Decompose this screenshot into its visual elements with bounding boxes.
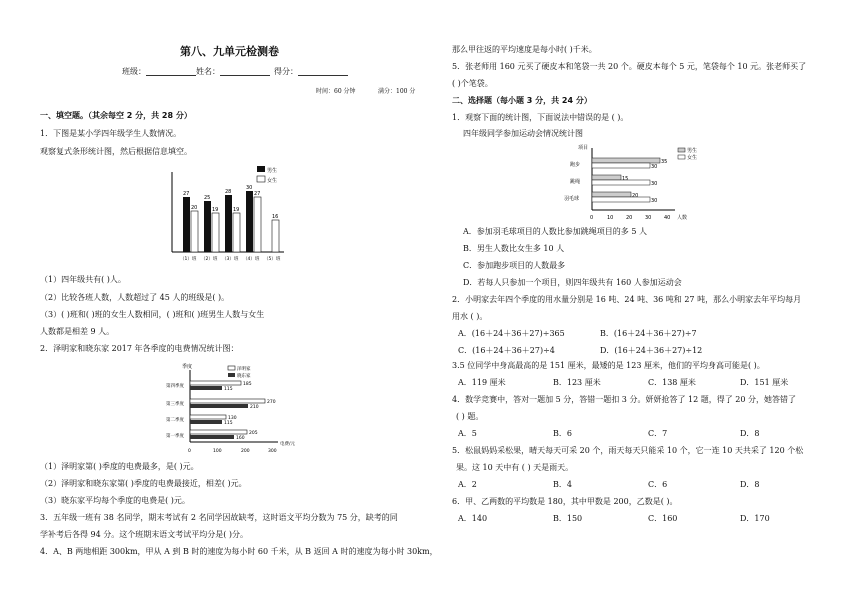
chart-x-label: 人数 <box>677 215 688 221</box>
label-boys-class1: 27 <box>183 191 190 197</box>
option-text: A．119 厘米 <box>458 378 506 387</box>
label-girls-class5: 16 <box>272 214 279 220</box>
label-xiaodong-q4: 115 <box>224 387 233 392</box>
question-text: （1）四年级共有( )人。 <box>40 275 126 284</box>
option-text: A．140 <box>458 514 488 523</box>
label-zeming-q4: 185 <box>243 382 252 387</box>
chart-x-label: 电费/元 <box>280 442 296 447</box>
question-text: 6．甲、乙两数的平均数是 180，其中甲数是 200，乙数是( )。 <box>452 497 678 506</box>
option-text: D．8 <box>740 429 760 438</box>
bar-girls-class2 <box>212 213 219 252</box>
x-tick: 30 <box>645 215 652 221</box>
label-xiaodong-q2: 115 <box>224 421 233 426</box>
option-text: A．(16＋24＋36＋27)÷365 <box>458 329 565 338</box>
label-zeming-q1: 205 <box>249 431 258 436</box>
label-boys-badminton: 20 <box>632 193 639 199</box>
label-xiaodong-q3: 210 <box>250 405 259 410</box>
bar-girls-running <box>592 163 650 168</box>
category-badminton: 羽毛球 <box>564 196 580 202</box>
label-girls-class2: 19 <box>212 207 219 213</box>
option-text: C．参加跑步项目的人数最多 <box>463 261 566 270</box>
question-text: 1．下图是某小学四年级学生人数情况。 <box>40 129 182 138</box>
label-zeming-q2: 130 <box>228 416 237 421</box>
legend-zeming-label: 泽明家 <box>237 367 251 372</box>
chart-y-label: 项目 <box>578 145 589 151</box>
option-text: B．6 <box>553 429 572 438</box>
question-text: （2）泽明家和晓东家第( )季度的电费最接近，相差( )元。 <box>40 479 247 488</box>
bar-zeming-q3 <box>190 399 265 403</box>
score-field-label: 得分： <box>274 67 348 76</box>
x-tick: 300 <box>268 449 277 454</box>
option-text: A．参加羽毛球项目的人数比参加跳绳项目的多 5 人 <box>463 227 647 236</box>
option-text: A．5 <box>458 429 477 438</box>
label-boys-class3: 28 <box>225 189 232 195</box>
x-tick: 100 <box>213 449 222 454</box>
exam-time: 时间：60 分钟 <box>316 88 356 95</box>
bar-boys-class4 <box>246 191 253 252</box>
electricity-chart <box>160 360 310 462</box>
question-text: 4．A、B 两地相距 300km，甲从 A 到 B 时的速度为每小时 60 千米，从 B 返回 A 时的速度为每小时 30km， <box>40 547 438 556</box>
bar-xiaodong-q2 <box>190 420 222 424</box>
section-1-heading: 一、填空题。（其余每空 2 分，共 28 分） <box>40 111 192 120</box>
legend-girls-label: 女生 <box>687 155 698 161</box>
question-text: 那么甲往返的平均速度是每小时( )千米。 <box>452 45 597 54</box>
bar-boys-class3 <box>225 195 232 252</box>
class-students-chart <box>152 162 292 262</box>
x-tick: 200 <box>241 449 250 454</box>
question-text: 3.5 位同学中身高最高的是 151 厘米，最矮的是 123 厘米，他们的平均身高可能是( )。 <box>452 361 765 370</box>
legend-boys-label: 男生 <box>687 148 698 154</box>
label-girls-class3: 19 <box>233 207 240 213</box>
category-running: 跑步 <box>570 162 581 168</box>
x-tick: 0 <box>590 215 594 221</box>
bar-boys-running <box>592 158 660 163</box>
question-text: 4．数学竞赛中，答对一题加 5 分，答错一题扣 3 分。妍妍抢答了 12 题，得了 20 分，她答错了 <box>452 395 796 404</box>
option-text: C．160 <box>648 514 678 523</box>
label-boys-rope: 15 <box>622 176 629 182</box>
bar-boys-class2 <box>204 201 211 252</box>
legend-girls-label: 女生 <box>267 178 278 184</box>
option-text: B．(16＋24＋36＋27)÷7 <box>600 329 697 338</box>
category-class3: （3）班 <box>222 257 239 262</box>
category-class4: （4）班 <box>243 257 260 262</box>
option-text: B．150 <box>553 514 583 523</box>
bar-zeming-q2 <box>190 415 226 419</box>
question-text: 观察复式条形统计图，然后根据信息填空。 <box>40 147 192 156</box>
bar-xiaodong-q4 <box>190 386 222 390</box>
question-text: 5．松鼠妈妈采松果，晴天每天可采 20 个，雨天每天只能采 10 个，它一连 10 天共采了 120 个松 <box>452 446 804 455</box>
option-text: B．4 <box>553 480 572 489</box>
name-field-label: 姓名： <box>196 67 270 76</box>
legend-girls-swatch <box>257 176 265 182</box>
category-q4: 第四季度 <box>166 384 184 389</box>
class-field-label: 班级： <box>122 67 196 76</box>
chart-y-label: 季度 <box>182 364 193 370</box>
bar-boys-class1 <box>183 197 190 252</box>
option-text: D．若每人只参加一个项目，则四年级共有 160 人参加运动会 <box>463 278 682 287</box>
bar-girls-class3 <box>233 213 240 252</box>
bar-xiaodong-q1 <box>190 435 234 439</box>
option-text: D．170 <box>740 514 770 523</box>
question-text: ( )个笔袋。 <box>452 79 493 88</box>
category-rope: 跳绳 <box>570 179 581 185</box>
category-q1: 第一季度 <box>166 434 184 439</box>
category-class2: （2）班 <box>201 257 218 262</box>
question-text: 用水 ( )。 <box>452 312 488 321</box>
label-boys-class2: 25 <box>204 195 211 201</box>
label-girls-running: 30 <box>651 164 658 170</box>
category-q2: 第二季度 <box>166 418 184 423</box>
category-class5: （5）班 <box>264 257 281 262</box>
option-text: C．(16＋24＋36＋27)÷4 <box>458 346 555 355</box>
option-text: B．123 厘米 <box>553 378 601 387</box>
option-text: C．7 <box>648 429 668 438</box>
x-tick: 10 <box>607 215 614 221</box>
question-text: 5．张老师用 160 元买了硬皮本和笔袋一共 20 个。硬皮本每个 5 元，笔袋每个 10 元。张老师买了 <box>452 62 807 71</box>
bar-girls-badminton <box>592 197 650 202</box>
option-text: D．(16＋24＋36＋27)÷12 <box>600 346 703 355</box>
question-text: 2．小明家去年四个季度的用水量分别是 16 吨、24 吨、36 吨和 27 吨，那么小明家去年平均每月 <box>452 295 802 304</box>
legend-girls-swatch <box>678 155 685 159</box>
question-text: ( ) 题。 <box>456 412 484 421</box>
bar-boys-badminton <box>592 192 631 197</box>
bar-girls-class1 <box>191 211 198 252</box>
question-text: （1）泽明家第( )季度的电费最多，是( )元。 <box>40 462 199 471</box>
chart-title: 四年级同学参加运动会情况统计图 <box>463 129 583 138</box>
question-text: 果。这 10 天中有 ( ) 天是雨天。 <box>456 463 574 472</box>
sports-chart <box>560 142 710 224</box>
bar-zeming-q1 <box>190 430 247 434</box>
label-boys-class4: 30 <box>246 185 253 191</box>
label-girls-rope: 30 <box>651 181 658 187</box>
x-tick: 0 <box>188 449 191 454</box>
option-text: C．138 厘米 <box>648 378 696 387</box>
label-zeming-q3: 270 <box>267 400 276 405</box>
label-girls-badminton: 30 <box>651 198 658 204</box>
label-boys-running: 35 <box>661 159 668 165</box>
bar-xiaodong-q3 <box>190 404 248 408</box>
question-text: （3）( )班和( )班的女生人数相同，( )班和( )班男生人数与女生 <box>40 310 265 319</box>
x-tick: 40 <box>664 215 671 221</box>
legend-boys-swatch <box>257 166 265 172</box>
label-girls-class1: 20 <box>191 205 198 211</box>
legend-xiaodong-swatch <box>228 373 235 377</box>
legend-zeming-swatch <box>228 366 235 370</box>
bar-boys-rope <box>592 175 621 180</box>
question-text: 1．观察下面的统计图，下面说法中错误的是 ( )。 <box>452 113 629 122</box>
option-text: D．151 厘米 <box>740 378 789 387</box>
question-text: 学补考后各得 94 分。这个班期末语文考试平均分是( )分。 <box>40 530 249 539</box>
question-text: （2）比较各班人数，人数超过了 45 人的班级是( )。 <box>40 293 230 302</box>
option-text: D．8 <box>740 480 760 489</box>
section-2-heading: 二、选择题（每小题 3 分，共 24 分） <box>452 96 592 105</box>
full-score: 满分：100 分 <box>378 88 416 95</box>
category-q3: 第三季度 <box>166 402 184 407</box>
legend-xiaodong-label: 晓东家 <box>237 374 251 379</box>
label-girls-class4: 27 <box>254 191 261 197</box>
x-tick: 20 <box>626 215 633 221</box>
label-xiaodong-q1: 160 <box>236 436 245 441</box>
option-text: A．2 <box>458 480 477 489</box>
bar-girls-class4 <box>254 197 261 252</box>
category-class1: （1）班 <box>180 257 197 262</box>
question-text: 人数都是相差 9 人。 <box>40 327 115 336</box>
bar-girls-rope <box>592 180 650 185</box>
question-text: 3．五年级一班有 38 名同学，期末考试有 2 名同学因故缺考，这时语文平均分数为 75 分，缺考的同 <box>40 513 398 522</box>
option-text: C．6 <box>648 480 668 489</box>
bar-zeming-q4 <box>190 381 241 385</box>
page-title: 第八、九单元检测卷 <box>180 45 279 58</box>
option-text: B．男生人数比女生多 10 人 <box>463 244 565 253</box>
legend-boys-swatch <box>678 148 685 152</box>
question-text: （3）晓东家平均每个季度的电费是( )元。 <box>40 496 190 505</box>
bar-girls-class5 <box>272 220 279 252</box>
question-text: 2．泽明家和晓东家 2017 年各季度的电费情况统计图： <box>40 344 239 353</box>
legend-boys-label: 男生 <box>267 168 278 174</box>
